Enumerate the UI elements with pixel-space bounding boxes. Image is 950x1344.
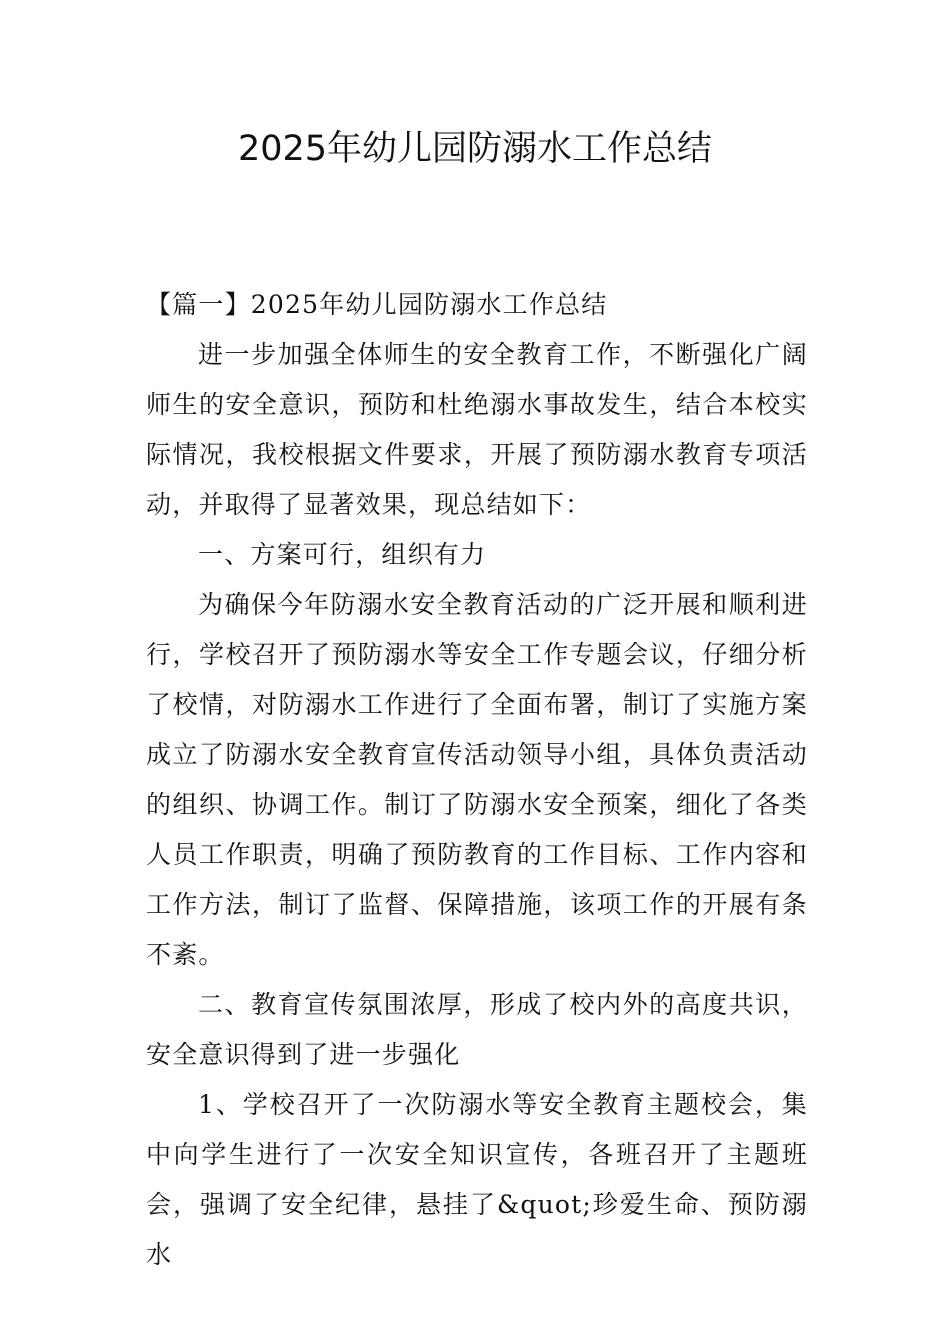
section-heading-two: 二、教育宣传氛围浓厚，形成了校内外的高度共识，安全意识得到了进一步强化 — [146, 990, 808, 1069]
intro-paragraph: 进一步加强全体师生的安全教育工作，不断强化广阔师生的安全意识，预防和杜绝溺水事故发生，结合本校实际情况，我校根据文件要求，开展了预防溺水教育专项活动，并取得了显著效果，现总结如下： — [146, 340, 808, 519]
body-paragraph-item-one: 1、学校召开了一次防溺水等安全教育主题校会，集中向学生进行了一次安全知识宣传，各班召开了主题班会，强调了安全纪律，悬挂了&quot;珍爱生命、预防溺水 — [146, 1090, 808, 1269]
section-heading-one: 一、方案可行，组织有力 — [198, 540, 487, 569]
body-paragraph-plan: 为确保今年防溺水安全教育活动的广泛开展和顺利进行，学校召开了预防溺水等安全工作专题会议，仔细分析了校情，对防溺水工作进行了全面布署，制订了实施方案成立了防溺水安全教育宣传活动领导小组，具体负责活动的组织、协调工作。制订了防溺水安全预案，细化了各类人员工作职责，明确了预防教育的工作目标、工作内容和工作方法，制订了监督、保障措施，该项工作的开展有条不紊。 — [146, 590, 808, 969]
document-title: 2025年幼儿园防溺水工作总结 — [237, 129, 713, 169]
section-heading-part-one: 【篇一】2025年幼儿园防溺水工作总结 — [146, 290, 608, 319]
document-body — [146, 280, 808, 1280]
